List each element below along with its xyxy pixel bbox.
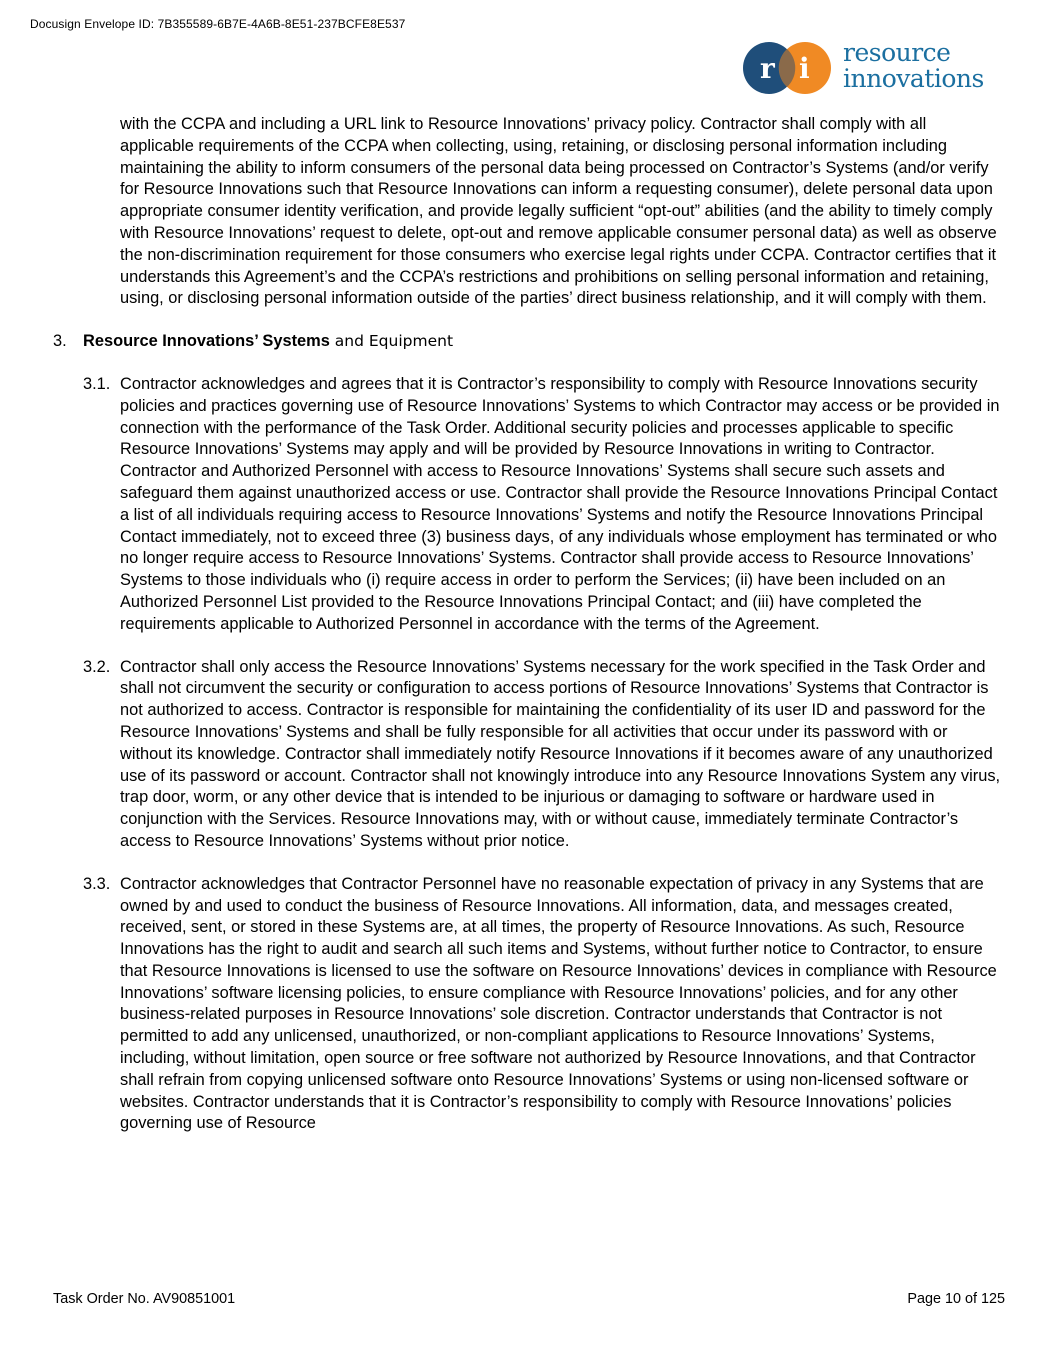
clause-number: 3.1. bbox=[83, 374, 111, 393]
logo-wordmark bbox=[843, 40, 984, 92]
document-body bbox=[53, 114, 1003, 1135]
clause-number: 3.3. bbox=[83, 874, 111, 893]
resource-innovations-logo bbox=[742, 40, 1012, 96]
section-title-bold: Resource Innovations’ Systems bbox=[83, 332, 330, 351]
footer-task-order: Task Order No. AV90851001 bbox=[53, 1291, 236, 1307]
clause-3-3 bbox=[53, 874, 1003, 1136]
intro-paragraph: with the CCPA and including a URL link to Resource Innovations’ privacy policy. Contractor shall comply with all applicable requirements of the CCPA when collecting, using, retaining, or disclosing personal information including maintaining the ability to inform consumers of the personal data being processed on Contractor’s Systems (and/or verify for Resource Innovations such that Resource Innovations can inform a requesting consumer), delete personal data upon appropriate consumer identity verification, and provide legally sufficient “opt-out” abilities (and the ability to timely comply with Resource Innovations’ request to delete, opt-out and remove applicable consumer personal data) as well as observe the non-discrimination requirement for those consumers who exercise legal rights under CCPA. Contractor certifies that it understands this Agreement’s and the CCPA’s restrictions and prohibitions on selling personal information and retaining, using, or disclosing personal information outside of the parties’ direct business relationship, and it will comply with them. bbox=[120, 115, 997, 308]
logo-letter-r: r bbox=[760, 52, 775, 85]
clause-text: Contractor acknowledges and agrees that it is Contractor’s responsibility to comply with Resource Innovations security policies and practices governing use of Resource Innovations’ Systems to which Contractor may access or be provided in connection with the performance of the Task Order. Additional security policies and processes applicable to specific Resource Innovations’ Systems may apply and will be provided by Resource Innovations in writing to Contractor. Contractor and Authorized Personnel with access to Resource Innovations’ Systems shall secure such assets and safeguard them against unauthorized access or use. Contractor shall provide the Resource Innovations Principal Contact a list of all individuals requiring access to Resource Innovations’ Systems and notify the Resource Innovations Principal Contact immediately, not to exceed three (3) business days, of any individuals whose employment has terminated or who no longer require access to Resource Innovations’ Systems. Contractor shall provide access to Resource Innovations’ Systems to those individuals who (i) require access in order to perform the Services; (ii) have been included on an Authorized Personnel List provided to the Resource Innovations Principal Contact; and (iii) have completed the requirements applicable to Authorized Personnel in accordance with the terms of the Agreement. bbox=[120, 374, 1000, 633]
section-title-rest: and Equipment bbox=[329, 332, 454, 351]
logo-line-2: innovations bbox=[843, 64, 984, 93]
envelope-id: Docusign Envelope ID: 7B355589-6B7E-4A6B-8E51-237BCFE8E537 bbox=[30, 17, 406, 31]
footer-page-number: Page 10 of 125 bbox=[907, 1291, 1005, 1307]
clause-text: Contractor shall only access the Resource Innovations’ Systems necessary for the work specified in the Task Order and shall not circumvent the security or configuration to access portions of Resource Innovations’ Systems that Contractor is not authorized to access. Contractor is responsible for maintaining the confidentiality of its user ID and password for the Resource Innovations’ Systems and shall be fully responsible for all activities that occur under its password with or without its knowledge. Contractor shall immediately notify Resource Innovations if it becomes aware of any unauthorized use of its password or account. Contractor shall not knowingly introduce into any Resource Innovations System any virus, trap door, worm, or any other device that is intended to be injurious or damaging to software or hardware used in conjunction with the Services. Resource Innovations may, with or without cause, immediately terminate Contractor’s access to Resource Innovations’ Systems without prior notice. bbox=[120, 657, 1001, 850]
clause-text: Contractor acknowledges that Contractor Personnel have no reasonable expectation of privacy in any Systems that are owned by and used to conduct the business of Resource Innovations. All information, data, and messages created, received, sent, or stored in these Systems are, at all times, the property of Resource Innovations. As such, Resource Innovations has the right to audit and search all such items and Systems, without further notice to Contractor, to ensure that Resource Innovations is licensed to use the software on Resource Innovations’ devices in compliance with Resource Innovations’ software licensing policies, to ensure compliance with Resource Innovations’ policies, and for any other business-related purposes in Resource Innovations’ sole discretion. Contractor understands that Contractor is not permitted to add any unlicensed, unauthorized, or non-compliant applications to Resource Innovations’ Systems, including, without limitation, open source or free software not authorized by Resource Innovations, and that Contractor shall refrain from copying unlicensed software onto Resource Innovations’ Systems or using non-licensed software or websites. Contractor understands that it is Contractor’s responsibility to comply with Resource Innovations’ policies governing use of Resource bbox=[120, 874, 997, 1133]
section-number: 3. bbox=[53, 332, 67, 351]
section-heading bbox=[53, 331, 1003, 353]
clause-number: 3.2. bbox=[83, 657, 111, 676]
clause-3-1 bbox=[53, 374, 1003, 636]
logo-letter-i: i bbox=[799, 52, 810, 85]
logo-mark-icon bbox=[742, 40, 837, 96]
clause-3-2 bbox=[53, 657, 1003, 853]
logo-line-1: resource bbox=[843, 38, 951, 67]
